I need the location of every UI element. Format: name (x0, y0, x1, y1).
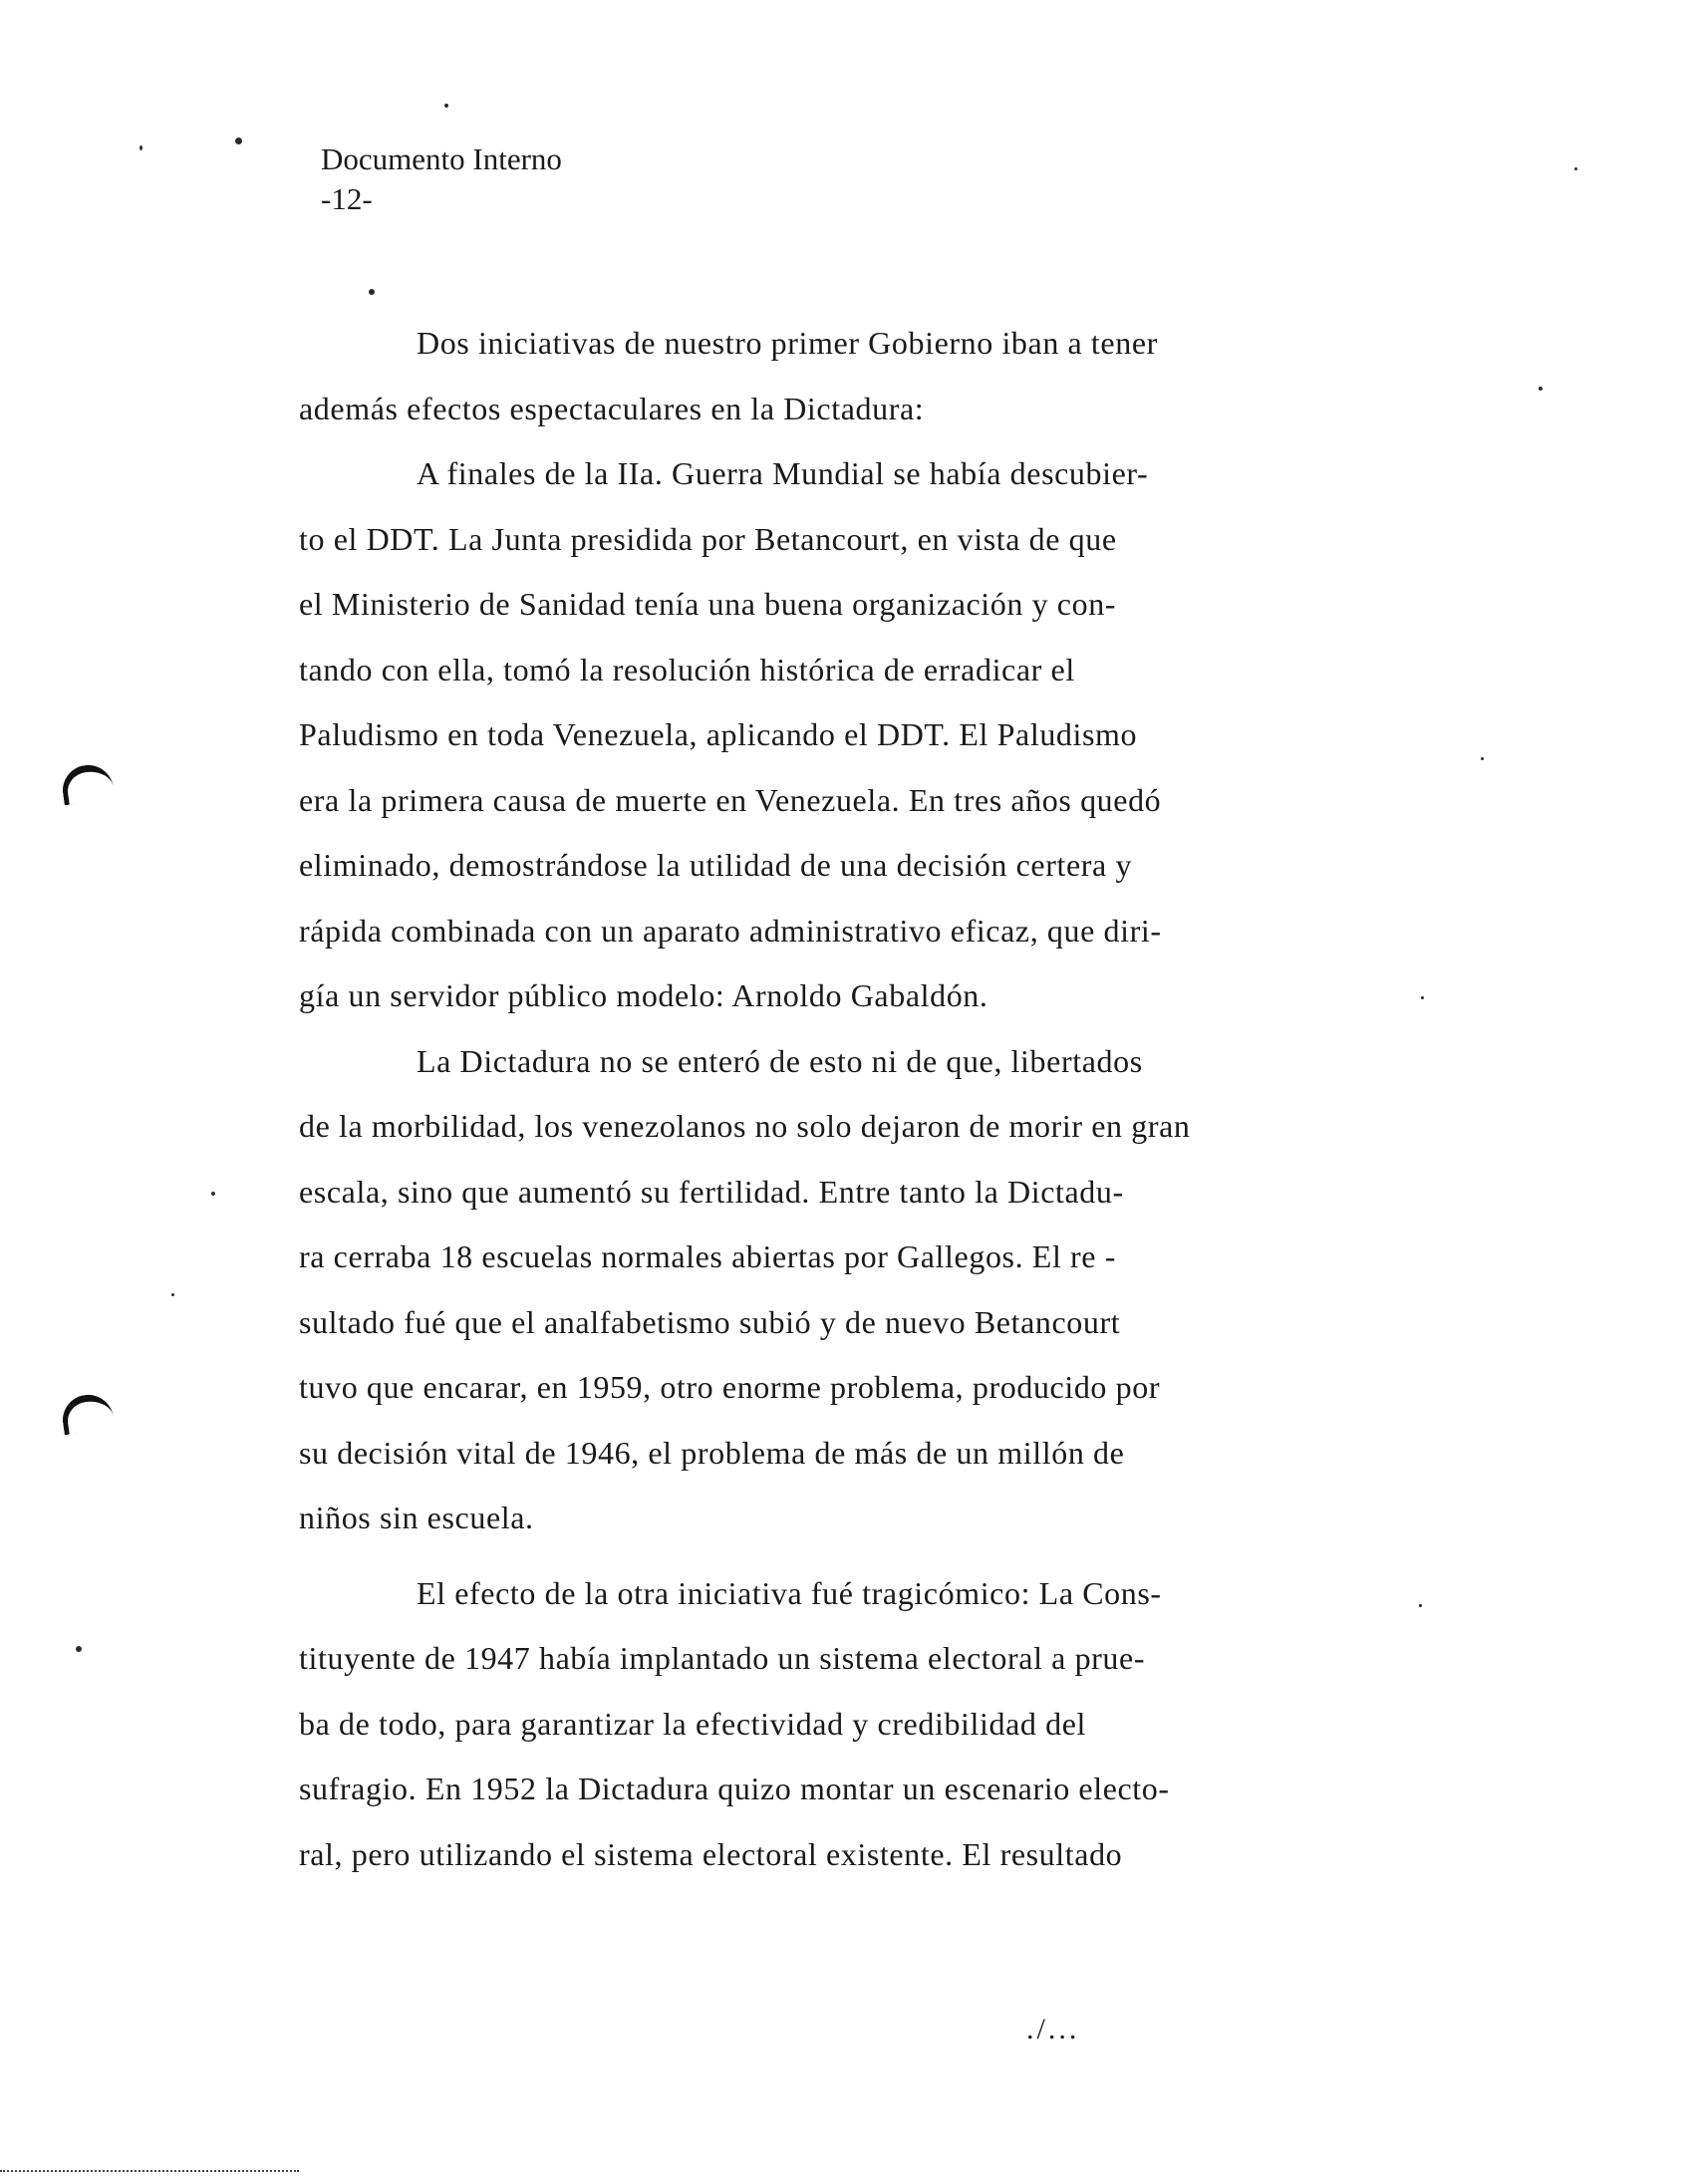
scan-speck (369, 289, 375, 295)
text-line: además efectos espectaculares en la Dictadura: (299, 390, 925, 426)
text-line: ba de todo, para garantizar la efectividad y credibilidad del (299, 1705, 1087, 1742)
text-line: niños sin escuela. (299, 1500, 534, 1535)
text-line: sultado fué que el analfabetismo subió y de nuevo Betancourt (299, 1303, 1121, 1340)
scan-speck (1539, 387, 1543, 391)
text-line: El efecto de la otra iniciativa fué tragicómico: La Cons- (417, 1574, 1162, 1611)
scan-edge (0, 2170, 299, 2174)
document-header (321, 139, 562, 219)
scan-speck (1481, 757, 1484, 760)
scan-speck (211, 1192, 215, 1196)
text-line: el Ministerio de Sanidad tenía una buena organización y con- (299, 586, 1117, 622)
text-line: tuvo que encarar, en 1959, otro enorme problema, producido por (299, 1369, 1161, 1405)
scan-speck (1574, 167, 1577, 170)
scan-speck (1419, 1604, 1422, 1607)
text-line: to el DDT. La Junta presidida por Betancourt, en vista de que (299, 520, 1117, 557)
text-line: eliminado, demostrándose la utilidad de una decisión certera y (299, 847, 1133, 883)
text-line: sufragio. En 1952 la Dictadura quizo montar un escenario electo- (299, 1771, 1170, 1806)
text-line: rápida combinada con un aparato administrativo eficaz, que diri- (299, 912, 1162, 949)
text-line: escala, sino que aumentó su fertilidad. Entre tanto la Dictadu- (299, 1173, 1124, 1210)
scan-speck (444, 104, 448, 108)
text-line: de la morbilidad, los venezolanos no solo dejaron de morir en gran (299, 1108, 1191, 1144)
text-line: era la primera causa de muerte en Venezuela. En tres años quedó (299, 781, 1162, 818)
page-number: -12- (321, 181, 373, 216)
scan-speck (235, 137, 242, 144)
text-line: gía un servidor público modelo: Arnoldo Gabaldón. (299, 977, 988, 1013)
text-line: su decisión vital de 1946, el problema de más de un millón de (299, 1434, 1125, 1471)
hole-punch-mark (60, 1392, 116, 1436)
hole-punch-mark (60, 762, 116, 806)
body-text (299, 311, 1415, 1887)
text-line: ra cerraba 18 escuelas normales abiertas por Gallegos. El re - (299, 1238, 1116, 1274)
document-title: Documento Interno (321, 141, 562, 176)
scan-speck (1421, 996, 1424, 999)
scan-speck (76, 1646, 82, 1652)
text-line: Dos iniciativas de nuestro primer Gobierno iban a tener (417, 325, 1158, 361)
scan-speck (171, 1293, 174, 1296)
text-line: La Dictadura no se enteró de esto ni de que, libertados (417, 1042, 1143, 1079)
text-line: A finales de la IIa. Guerra Mundial se había descubier- (417, 455, 1149, 491)
text-line: Paludismo en toda Venezuela, aplicando el DDT. El Paludismo (299, 716, 1138, 752)
text-line: tando con ella, tomó la resolución histórica de erradicar el (299, 651, 1075, 687)
scan-speck (140, 145, 142, 150)
text-line: tituyente de 1947 había implantado un sistema electoral a prue- (299, 1640, 1146, 1676)
continuation-mark: ./... (1026, 2013, 1080, 2046)
text-line: ral, pero utilizando el sistema electoral existente. El resultado (299, 1835, 1123, 1872)
